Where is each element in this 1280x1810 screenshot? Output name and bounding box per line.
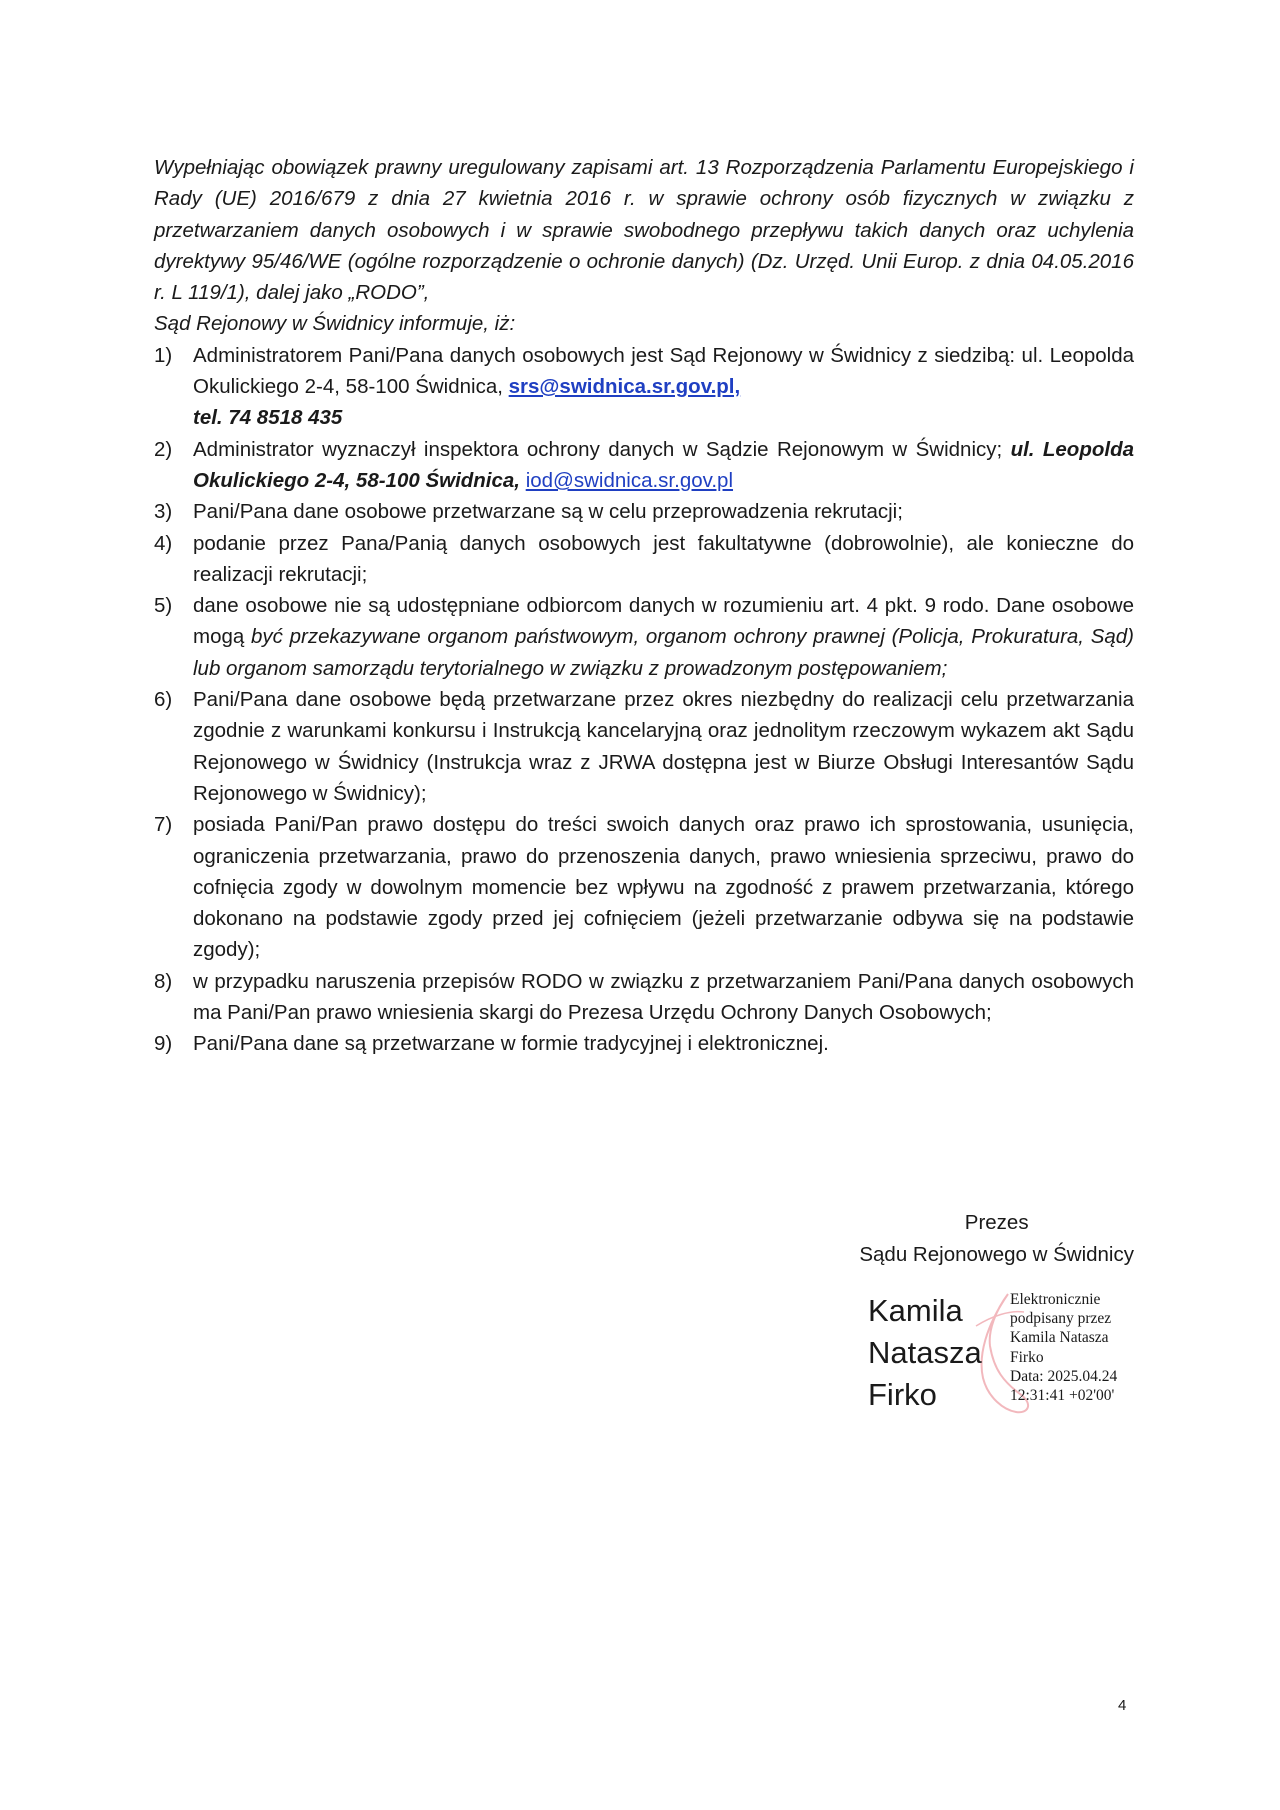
signature-detail-line: Kamila Natasza [1010,1329,1109,1347]
signature-details [1010,1290,1117,1405]
signature-detail-line: podpisany przez [1010,1310,1112,1328]
list-item-text: Administratorem Pani/Pana danych osobowych jest Sąd Rejonowy w Świdnicy z siedzibą: ul. Leopolda Okulickiego 2-4, 58-100 Świdnica, [193,343,1134,399]
list-item [154,434,1134,497]
list-item-text: podanie przez Pana/Panią danych osobowych jest fakultatywne (dobrowolnie), ale konieczne do realizacji rekrutacji; [193,531,1134,586]
signatory-block [859,1207,1134,1271]
list-item-text: Administrator wyznaczył inspektora ochrony danych w Sądzie Rejonowym w Świdnicy; [193,437,1003,461]
list-item-number: 5) [154,594,173,618]
list-item-number: 2) [154,437,173,461]
list-item-number: 8) [154,969,173,993]
page-number: 4 [1118,1697,1127,1714]
list-item-text: dane osobowe nie są udostępniane odbiorcom danych w rozumieniu art. 4 pkt. 9 rodo. Dane osobowe mogą [193,594,1134,649]
signature-detail-line: Elektronicznie [1010,1291,1101,1308]
signer-name [868,1290,982,1416]
list-item [154,684,1134,809]
admin-phone: tel. 74 8518 435 [193,406,343,430]
list-item [154,1028,1134,1059]
iod-address: ul. Leopolda Okulickiego 2-4, 58-100 Świdnica, [193,437,1134,492]
admin-email-link[interactable]: srs@swidnica.sr.gov.pl, [508,375,741,399]
list-item [154,966,1134,1029]
signatory-title: Prezes [964,1211,1029,1234]
list-item-number: 9) [154,1032,173,1056]
list-item-text: Pani/Pana dane osobowe będą przetwarzane przez okres niezbędny do realizacji celu przetwarzania zgodnie z warunkami konkursu i Instrukcją kancelaryjną oraz jednolitym rzeczowym wykazem akt Sądu Rejonowego w Świdnicy (Instrukcja wraz z JRWA dostępna jest w Biurze Obsługi Interesantów Sądu Rejonowego w Świdnicy); [193,688,1134,805]
list-item [154,340,1134,434]
information-list [154,340,1134,1060]
signature-detail-line: 12:31:41 +02'00' [1010,1387,1115,1405]
list-item [154,528,1134,591]
signer-name-line: Natasza [868,1335,982,1370]
signatory-court: Sądu Rejonowego w Świdnicy [859,1243,1134,1266]
list-item-number: 1) [154,343,173,367]
list-item [154,809,1134,965]
list-item-text: w przypadku naruszenia przepisów RODO w związku z przetwarzaniem Pani/Pana danych osobowych ma Pani/Pan prawo wniesienia skargi do Prezesa Urzędu Ochrony Danych Osobowych; [193,969,1134,1025]
list-item-number: 6) [154,688,173,712]
list-item-number: 3) [154,500,173,524]
list-item [154,590,1134,684]
list-item-italic-text: być przekazywane organom państwowym, organom ochrony prawnej (Policja, Prokuratura, Sąd) lub organom samorządu terytorialnego w związku z prowadzonym postępowaniem; [193,625,1135,680]
electronic-signature [858,1286,1148,1426]
list-item-text: Pani/Pana dane osobowe przetwarzane są w celu przeprowadzenia rekrutacji; [193,500,903,524]
intro-paragraph [154,152,1134,340]
iod-email-link[interactable]: iod@swidnica.sr.gov.pl [525,468,734,492]
list-item-number: 7) [154,813,173,837]
signature-detail-line: Firko [1010,1348,1044,1366]
document-body [154,152,1134,1060]
intro-text: Wypełniając obowiązek prawny uregulowany zapisami art. 13 Rozporządzenia Parlamentu Europejskiego i Rady (UE) 2016/679 z dnia 27 kwietnia 2016 r. w sprawie ochrony osób fizycznych w związku z przetwarzaniem danych osobowych i w sprawie swobodnego przepływu takich danych oraz uchylenia dyrektywy 95/46/WE (ogólne rozporządzenie o ochronie danych) (Dz. Urzęd. Unii Europ. z dnia 04.05.2016 r. L 119/1), dalej jako „RODO”, [154,156,1134,305]
signature-detail-line: Data: 2025.04.24 [1010,1367,1118,1385]
signer-name-line: Firko [868,1377,937,1412]
list-item-number: 4) [154,531,173,555]
intro-last-line: Sąd Rejonowy w Świdnicy informuje, iż: [154,312,516,336]
list-item-text: posiada Pani/Pan prawo dostępu do treści swoich danych oraz prawo ich sprostowania, usunięcia, ograniczenia przetwarzania, prawo do przenoszenia danych, prawo wniesienia sprzeciwu, prawo do cofnięcia zgody w dowolnym momencie bez wpływu na zgodność z prawem przetwarzania, którego dokonano na podstawie zgody przed jej cofnięciem (jeżeli przetwarzanie odbywa się na podstawie zgody); [193,813,1134,962]
list-item-text: Pani/Pana dane są przetwarzane w formie tradycyjnej i elektronicznej. [193,1032,829,1056]
list-item [154,496,1134,527]
signer-name-line: Kamila [868,1293,963,1328]
